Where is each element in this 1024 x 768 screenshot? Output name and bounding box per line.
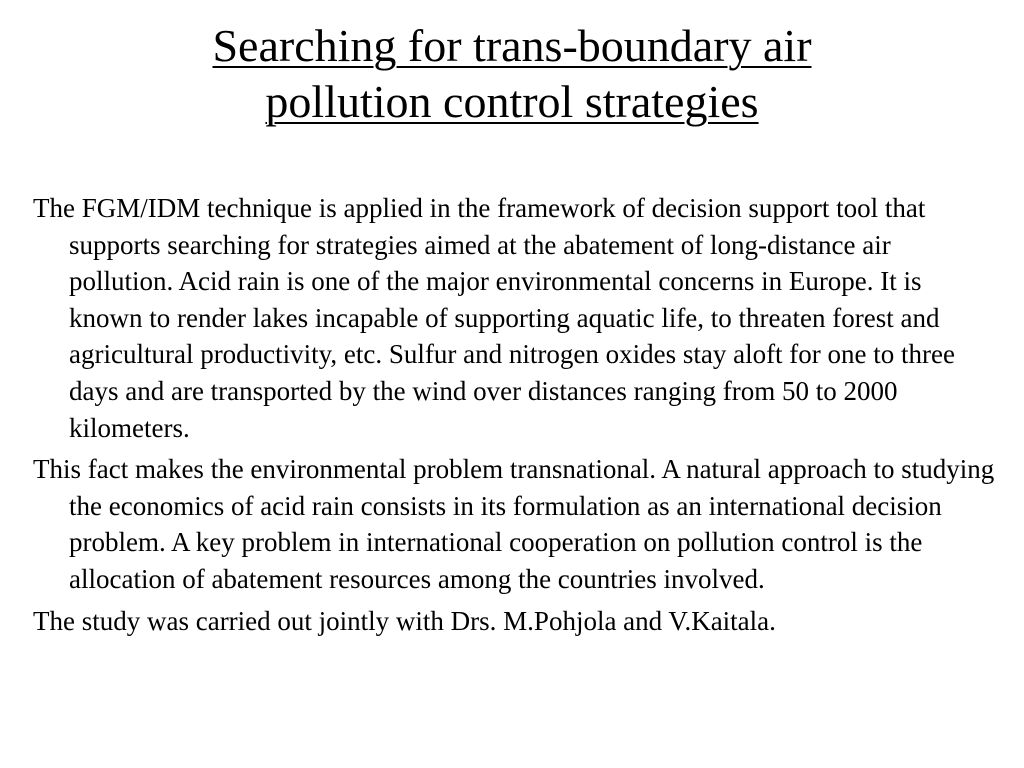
paragraph-study-acknowledgement: The study was carried out jointly with Drs. M.Pohjola and V.Kaitala. [33,605,776,636]
paragraph-fgm-idm-technique: The FGM/IDM technique is applied in the framework of decision support tool that supports searching for strategies aimed at the abatement of long-distance air pollution. Acid rain is one of the major environmental concerns in Europe. It is known to render lakes incapable of supporting aquatic life, to threaten forest and agricultural productivity, etc. Sulfur and nitrogen oxides stay aloft for one to three days and are transported by the wind over distances ranging from 50 to 2000 kilometers. [33,193,955,443]
paragraph-transnational-problem: This fact makes the environmental problem transnational. A natural approach to studying the economics of acid rain consists in its formulation as an international decision problem. A key problem in international cooperation on pollution control is the allocation of abatement resources among the countries involved. [33,454,995,594]
slide-title [0,18,1024,130]
slide-body [33,190,999,644]
slide-title-line-1: Searching for trans-boundary air [212,20,812,71]
slide-title-line-2: pollution control strategies [265,76,759,127]
